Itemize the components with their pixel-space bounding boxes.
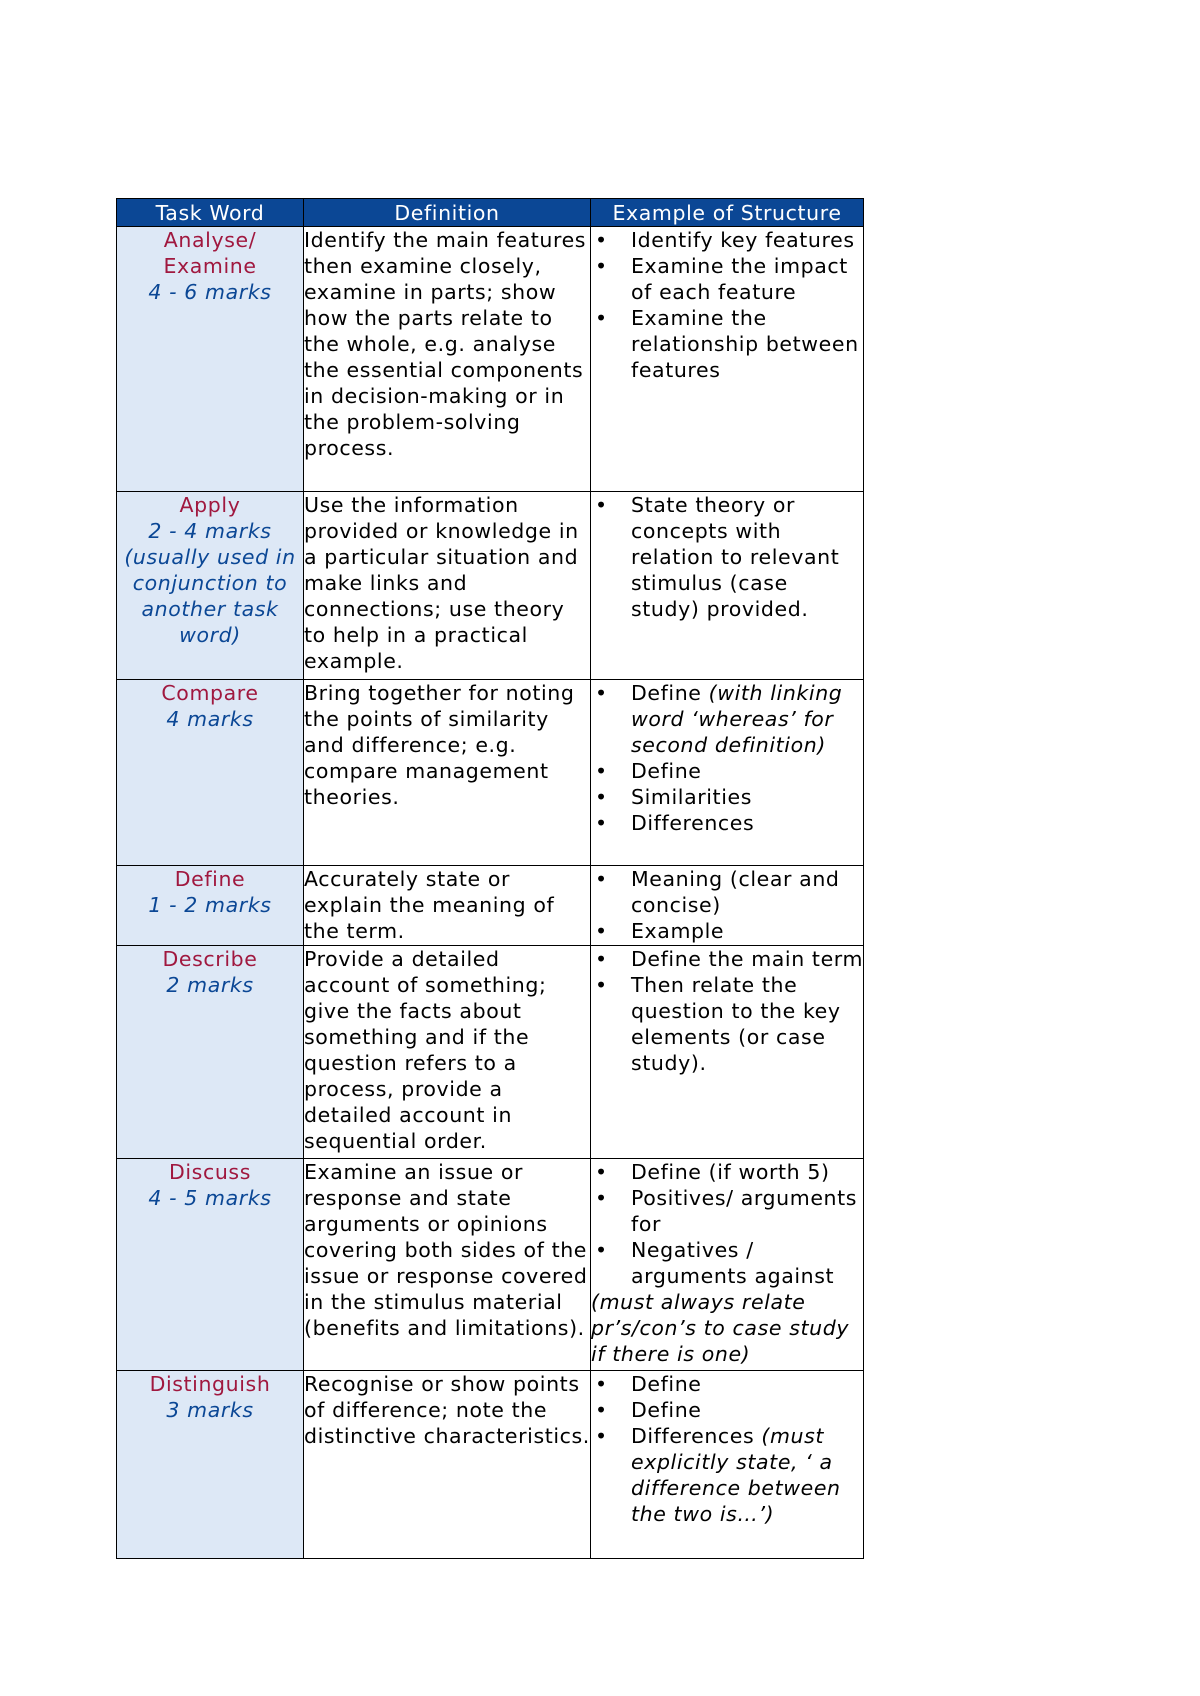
task-word-marks: 3 marks — [166, 1398, 254, 1422]
task-word-name: Analyse/ Examine — [163, 228, 257, 278]
list-item-text: Example — [631, 919, 725, 943]
table-row — [117, 492, 864, 680]
list-item-text: Meaning (clear and concise) — [631, 867, 840, 917]
header-task-word: Task Word — [117, 199, 304, 227]
list-item — [591, 1159, 863, 1185]
list-item — [591, 866, 863, 918]
task-word-marks: 4 marks — [166, 707, 254, 731]
task-word-cell — [117, 227, 304, 492]
task-word-marks: 2 - 4 marks (usually used in conjunction to another task word) — [124, 519, 296, 647]
example-structure-cell — [591, 866, 864, 946]
header-example: Example of Structure — [591, 199, 864, 227]
example-note: (must always relate pr’s/con’s to case study if there is one) — [591, 1290, 850, 1366]
task-word-marks: 4 - 6 marks — [148, 280, 272, 304]
definition-cell: Bring together for noting the points of similarity and difference; e.g. compare management theories. — [304, 680, 591, 866]
task-word-name: Compare — [161, 681, 259, 705]
list-item-italic-text: (with linking word ‘whereas’ for second definition) — [631, 681, 843, 757]
list-item-text: Then relate the question to the key elements (or case study). — [631, 973, 841, 1075]
task-word-cell — [117, 492, 304, 680]
example-bullet-list — [591, 1371, 863, 1527]
table-row — [117, 227, 864, 492]
task-word-cell — [117, 1159, 304, 1371]
list-item — [591, 305, 863, 383]
definition-cell: Identify the main features then examine closely, examine in parts; show how the parts relate to the whole, e.g. analyse the essential components in decision-making or in the problem-solving process. — [304, 227, 591, 492]
table-header-row — [117, 199, 864, 227]
task-word-name: Distinguish — [149, 1372, 271, 1396]
task-word-cell — [117, 680, 304, 866]
task-word-marks: 1 - 2 marks — [148, 893, 272, 917]
example-bullet-list — [591, 227, 863, 383]
list-item — [591, 492, 863, 622]
task-word-cell — [117, 1371, 304, 1559]
task-word-name: Define — [174, 867, 246, 891]
example-structure-cell — [591, 946, 864, 1159]
list-item — [591, 680, 863, 758]
list-item-text: Differences — [631, 1424, 762, 1448]
table-body — [117, 227, 864, 1559]
task-word-name: Describe — [162, 947, 258, 971]
table-row — [117, 946, 864, 1159]
table-row — [117, 866, 864, 946]
definition-cell: Use the information provided or knowledge in a particular situation and make links and connections; use theory to help in a practical example. — [304, 492, 591, 680]
list-item — [591, 784, 863, 810]
list-item-text: Define — [631, 1398, 702, 1422]
list-item-text: Define — [631, 759, 702, 783]
header-definition: Definition — [304, 199, 591, 227]
example-bullet-list — [591, 492, 863, 622]
list-item — [591, 227, 863, 253]
task-word-table — [116, 198, 864, 1559]
task-word-cell — [117, 946, 304, 1159]
list-item-text: Define — [631, 681, 709, 705]
task-word-name: Apply — [179, 493, 241, 517]
list-item — [591, 1237, 863, 1289]
list-item-text: Examine the impact of each feature — [631, 254, 848, 304]
list-item-text: Examine the relationship between features — [631, 306, 859, 382]
task-word-marks: 4 - 5 marks — [148, 1186, 272, 1210]
definition-cell: Examine an issue or response and state arguments or opinions covering both sides of the issue or response covered in the stimulus material (benefits and limitations). — [304, 1159, 591, 1371]
example-bullet-list — [591, 946, 863, 1076]
definition-cell: Accurately state or explain the meaning of the term. — [304, 866, 591, 946]
task-word-cell — [117, 866, 304, 946]
list-item — [591, 1423, 863, 1527]
example-structure-cell — [591, 1371, 864, 1559]
list-item-text: State theory or concepts with relation to relevant stimulus (case study) provided. — [631, 493, 840, 621]
list-item — [591, 1185, 863, 1237]
list-item-text: Positives/ arguments for — [631, 1186, 858, 1236]
example-structure-cell — [591, 680, 864, 866]
example-structure-cell — [591, 1159, 864, 1371]
table-row — [117, 680, 864, 866]
list-item — [591, 1397, 863, 1423]
list-item-text: Similarities — [631, 785, 752, 809]
list-item-italic-text: (must explicitly state, ‘ a difference between the two is…’) — [631, 1424, 841, 1526]
list-item-text: Define (if worth 5) — [631, 1160, 830, 1184]
example-structure-cell — [591, 227, 864, 492]
table-row — [117, 1371, 864, 1559]
list-item-text: Define the main term — [631, 947, 864, 971]
list-item — [591, 810, 863, 836]
task-word-marks: 2 marks — [166, 973, 254, 997]
list-item-text: Differences — [631, 811, 755, 835]
task-word-name: Discuss — [169, 1160, 251, 1184]
example-bullet-list — [591, 1159, 863, 1289]
example-bullet-list — [591, 866, 863, 944]
list-item-text: Define — [631, 1372, 702, 1396]
definition-cell: Recognise or show points of difference; note the distinctive characteristics. — [304, 1371, 591, 1559]
list-item — [591, 1371, 863, 1397]
list-item — [591, 946, 863, 972]
example-structure-cell — [591, 492, 864, 680]
example-bullet-list — [591, 680, 863, 836]
list-item-text: Identify key features — [631, 228, 855, 252]
list-item-text: Negatives / arguments against — [631, 1238, 835, 1288]
table-row — [117, 1159, 864, 1371]
definition-cell: Provide a detailed account of something; give the facts about something and if the question refers to a process, provide a detailed account in sequential order. — [304, 946, 591, 1159]
list-item — [591, 972, 863, 1076]
list-item — [591, 918, 863, 944]
list-item — [591, 253, 863, 305]
list-item — [591, 758, 863, 784]
